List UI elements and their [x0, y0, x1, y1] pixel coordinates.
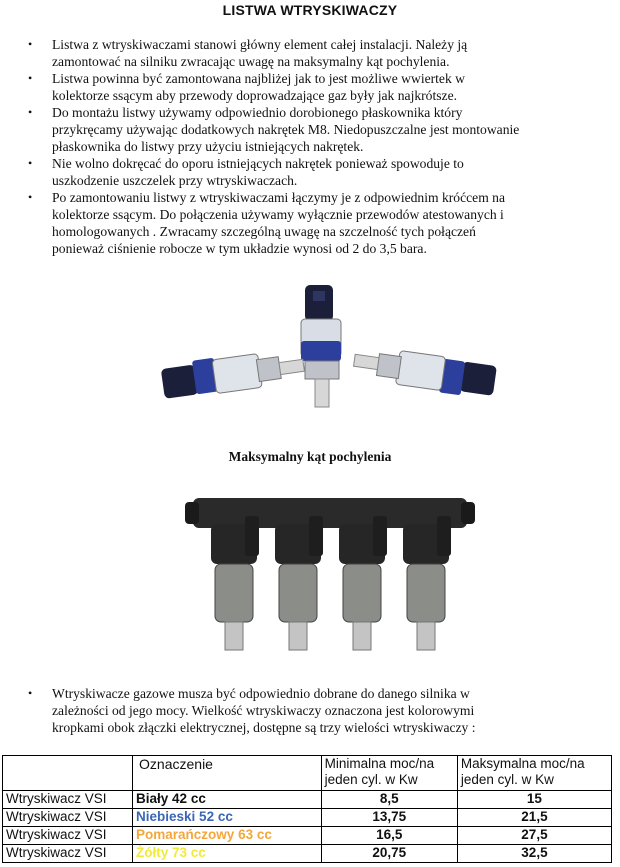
- bullet-dot-icon: •: [28, 190, 33, 204]
- list-item: [28, 36, 588, 70]
- table-header-cell: Minimalna moc/na jeden cyl. w Kw: [321, 756, 457, 791]
- text-line: płaskownika do listwy przy użyciu istniejących nakrętek.: [52, 139, 364, 154]
- text-line: Listwa z wtryskiwaczami stanowi główny element całej instalacji. Należy ją: [52, 37, 468, 52]
- table-header-cell: Maksymalna moc/na jeden cyl. w Kw: [457, 756, 611, 791]
- text-line: Do montażu listwy używamy odpowiednio dorobionego płaskownika który: [52, 105, 463, 120]
- table-cell: 16,5: [321, 827, 457, 845]
- text-line: kropkami obok złączki elektrycznej, dostępne są trzy wielości wtryskiwaczy :: [52, 720, 476, 735]
- table-cell: 32,5: [457, 845, 611, 863]
- table-header-row: [3, 756, 612, 791]
- table-cell: 20,75: [321, 845, 457, 863]
- table-cell: 27,5: [457, 827, 611, 845]
- injector-spec-table: [2, 755, 612, 863]
- bullet-list-2: [28, 685, 588, 736]
- text-line: zależności od jego mocy. Wielkość wtryskiwaczy oznaczona jest kolorowymi: [52, 703, 475, 718]
- bullet-dot-icon: •: [28, 71, 33, 85]
- text-line: Nie wolno dokręcać do oporu istniejących nakrętek ponieważ spowoduje to: [52, 156, 464, 171]
- text-line: homologowanych . Zwracamy szczególną uwagę na szczelność tych połączeń: [52, 224, 476, 239]
- table-header-cell: [3, 756, 133, 791]
- injector-right: [352, 344, 498, 399]
- bullet-dot-icon: •: [28, 686, 33, 700]
- text-line: Po zamontowaniu listwy z wtryskiwaczami łączymy je z odpowiednim króćcem na: [52, 190, 505, 205]
- injector-center: [301, 285, 341, 407]
- table-row: [3, 809, 612, 827]
- text-line: Wtryskiwacze gazowe musza być odpowiednio dobrane do danego silnika w: [52, 686, 470, 701]
- injector-rail-photo: [185, 490, 475, 665]
- table-cell: Wtryskiwacz VSI: [3, 791, 133, 809]
- injector-angle-figure: [145, 285, 515, 440]
- text-line: ponieważ ciśnienie robocze w tym układzie wynosi od 2 do 3,5 bara.: [52, 241, 427, 256]
- list-item: [28, 685, 588, 736]
- page-title: LISTWA WTRYSKIWACZY: [222, 2, 398, 18]
- table-row: [3, 791, 612, 809]
- bullet-dot-icon: •: [28, 37, 33, 51]
- table-header-cell: Oznaczenie: [133, 756, 322, 791]
- text-line: uszkodzenie uszczelek przy wtryskiwaczach.: [52, 173, 298, 188]
- list-item: [28, 70, 588, 104]
- table-row: [3, 845, 612, 863]
- text-line: kolektorze ssącym. Do połączenia używamy wyłącznie przewodów atestowanych i: [52, 207, 504, 222]
- bullet-list: [28, 36, 588, 257]
- table-cell: Niebieski 52 cc: [133, 809, 322, 827]
- text-line: zamontować na silniku zwracając uwagę na maksymalny kąt pochylenia.: [52, 54, 450, 69]
- figure-caption: Maksymalny kąt pochylenia: [228, 449, 392, 464]
- table-cell: Wtryskiwacz VSI: [3, 809, 133, 827]
- table-row: [3, 827, 612, 845]
- table-cell: 15: [457, 791, 611, 809]
- table-cell: Biały 42 cc: [133, 791, 322, 809]
- table-cell: Pomarańczowy 63 cc: [133, 827, 322, 845]
- table-cell: Wtryskiwacz VSI: [3, 827, 133, 845]
- bullet-dot-icon: •: [28, 156, 33, 170]
- list-item: [28, 155, 588, 189]
- list-item: [28, 189, 588, 257]
- text-line: kolektorze ssącym aby przewody doprowadzające gaz były jak najkrótsze.: [52, 88, 458, 103]
- text-line: Listwa powinna być zamontowana najbliżej jak to jest możliwe wwiertek w: [52, 71, 465, 86]
- text-line: przykręcamy używając dodatkowych nakrętek M8. Niedopuszczalne jest montowanie: [52, 122, 520, 137]
- list-item: [28, 104, 588, 155]
- table-cell: Wtryskiwacz VSI: [3, 845, 133, 863]
- table-cell: Żółty 73 cc: [133, 845, 322, 863]
- table-cell: 8,5: [321, 791, 457, 809]
- table-cell: 21,5: [457, 809, 611, 827]
- bullet-dot-icon: •: [28, 105, 33, 119]
- injector-left: [160, 345, 306, 400]
- table-cell: 13,75: [321, 809, 457, 827]
